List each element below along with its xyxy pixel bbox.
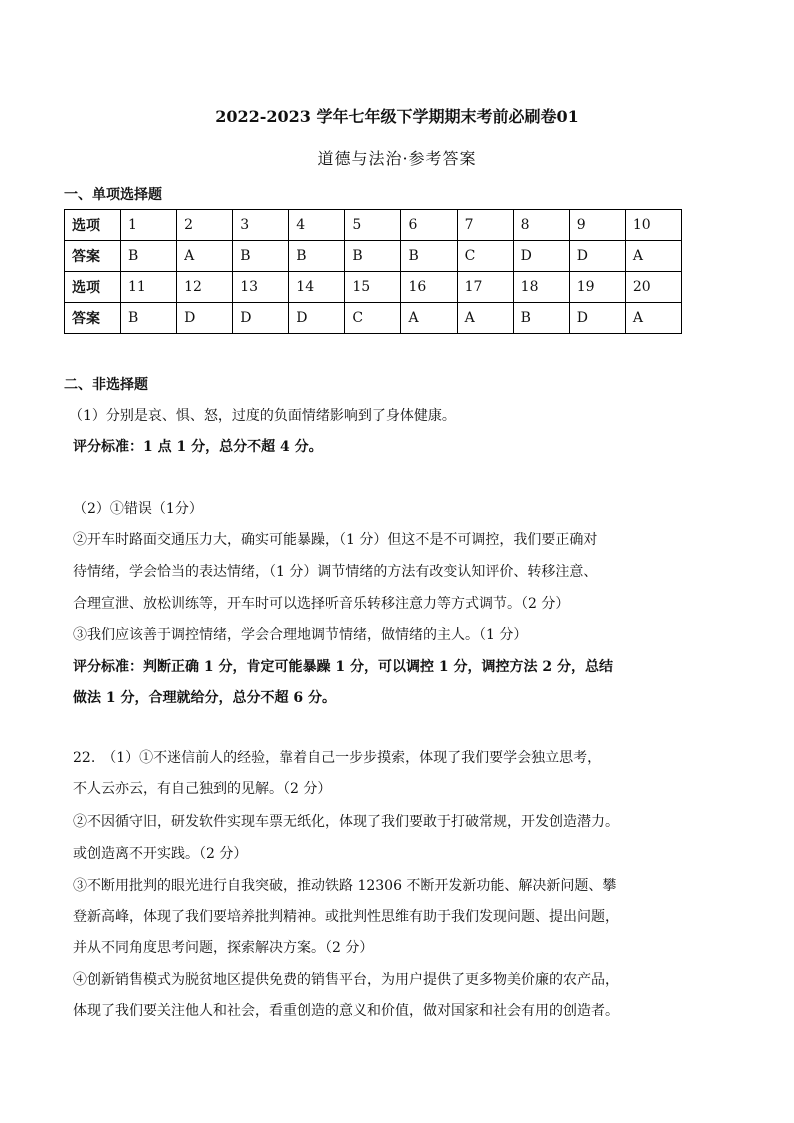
- table-cell: 4: [289, 210, 345, 241]
- answer-table: [64, 209, 682, 334]
- grading-criteria-line: 评分标准：判断正确 1 分，肯定可能暴躁 1 分，可以调控 1 分，调控方法 2 分，总结: [73, 659, 613, 675]
- table-cell: B: [513, 303, 569, 334]
- table-cell: 1: [121, 210, 177, 241]
- answer-line: 22. （1）①不迷信前人的经验，靠着自己一步步摸索，体现了我们要学会独立思考，: [73, 750, 602, 766]
- answer-line: ③我们应该善于调控情绪，学会合理地调节情绪，做情绪的主人。（1 分）: [73, 627, 528, 643]
- table-cell: D: [569, 241, 625, 272]
- table-cell: 6: [401, 210, 457, 241]
- table-cell: 9: [569, 210, 625, 241]
- table-cell: B: [401, 241, 457, 272]
- table-cell: C: [457, 241, 513, 272]
- table-cell: A: [625, 303, 681, 334]
- grading-criteria-line: 做法 1 分，合理就给分，总分不超 6 分。: [73, 690, 336, 706]
- table-cell: A: [401, 303, 457, 334]
- answer-line: 登新高峰，体现了我们要培养批判精神。或批判性思维有助于我们发现问题、提出问题，: [73, 909, 619, 925]
- answer-line: ③不断用批判的眼光进行自我突破，推动铁路 12306 不断开发新功能、解决新问题、攀: [73, 878, 617, 894]
- answer-line: （2）①错误（1分）: [73, 501, 203, 517]
- table-cell: B: [121, 241, 177, 272]
- answer-line: （1）分别是哀、惧、怒，过度的负面情绪影响到了身体健康。: [69, 408, 456, 424]
- table-cell: B: [345, 241, 401, 272]
- table-cell: D: [513, 241, 569, 272]
- row-label: 选项: [65, 272, 121, 303]
- answer-line: ②不因循守旧，研发软件实现车票无纸化，体现了我们要敢于打破常规，开发创造潜力。: [73, 814, 619, 830]
- table-cell: 14: [289, 272, 345, 303]
- table-cell: 2: [177, 210, 233, 241]
- section-heading-nonchoice: 二、非选择题: [64, 377, 148, 393]
- answer-line: 或创造离不开实践。（2 分）: [73, 846, 248, 862]
- row-label: 答案: [65, 303, 121, 334]
- document-subtitle: 道德与法治·参考答案: [317, 149, 477, 168]
- table-cell: D: [177, 303, 233, 334]
- document-title: 2022-2023 学年七年级下学期期末考前必刷卷01: [215, 107, 579, 126]
- answer-line: 合理宣泄、放松训练等，开车时可以选择听音乐转移注意力等方式调节。（2 分）: [73, 596, 570, 612]
- answer-line: 待情绪，学会恰当的表达情绪，（1 分）调节情绪的方法有改变认知评价、转移注意、: [73, 564, 598, 580]
- table-cell: A: [625, 241, 681, 272]
- table-cell: 20: [625, 272, 681, 303]
- table-cell: 17: [457, 272, 513, 303]
- section-heading-choice: 一、单项选择题: [64, 187, 162, 203]
- table-cell: 19: [569, 272, 625, 303]
- table-cell: 16: [401, 272, 457, 303]
- table-cell: 5: [345, 210, 401, 241]
- table-cell: A: [457, 303, 513, 334]
- table-cell: D: [289, 303, 345, 334]
- table-row: [65, 210, 682, 241]
- table-cell: 18: [513, 272, 569, 303]
- table-cell: B: [121, 303, 177, 334]
- answer-line: ②开车时路面交通压力大，确实可能暴躁，（1 分）但这不是不可调控，我们要正确对: [73, 532, 598, 548]
- table-cell: 12: [177, 272, 233, 303]
- table-cell: D: [233, 303, 289, 334]
- table-cell: 15: [345, 272, 401, 303]
- table-row: [65, 303, 682, 334]
- table-row: [65, 241, 682, 272]
- table-cell: 3: [233, 210, 289, 241]
- grading-criteria-line: 评分标准：1 点 1 分，总分不超 4 分。: [73, 439, 323, 455]
- table-cell: 7: [457, 210, 513, 241]
- answer-line: ④创新销售模式为脱贫地区提供免费的销售平台，为用户提供了更多物美价廉的农产品，: [73, 972, 619, 988]
- table-cell: A: [177, 241, 233, 272]
- table-cell: 10: [625, 210, 681, 241]
- table-cell: 8: [513, 210, 569, 241]
- table-cell: D: [569, 303, 625, 334]
- table-cell: B: [233, 241, 289, 272]
- table-cell: B: [289, 241, 345, 272]
- row-label: 选项: [65, 210, 121, 241]
- table-row: [65, 272, 682, 303]
- answer-line: 体现了我们要关注他人和社会，看重创造的意义和价值，做对国家和社会有用的创造者。: [73, 1003, 619, 1019]
- table-cell: 11: [121, 272, 177, 303]
- answer-line: 不人云亦云，有自己独到的见解。（2 分）: [73, 781, 332, 797]
- answer-line: 并从不同角度思考问题，探索解决方案。（2 分）: [73, 940, 374, 956]
- row-label: 答案: [65, 241, 121, 272]
- table-cell: C: [345, 303, 401, 334]
- table-cell: 13: [233, 272, 289, 303]
